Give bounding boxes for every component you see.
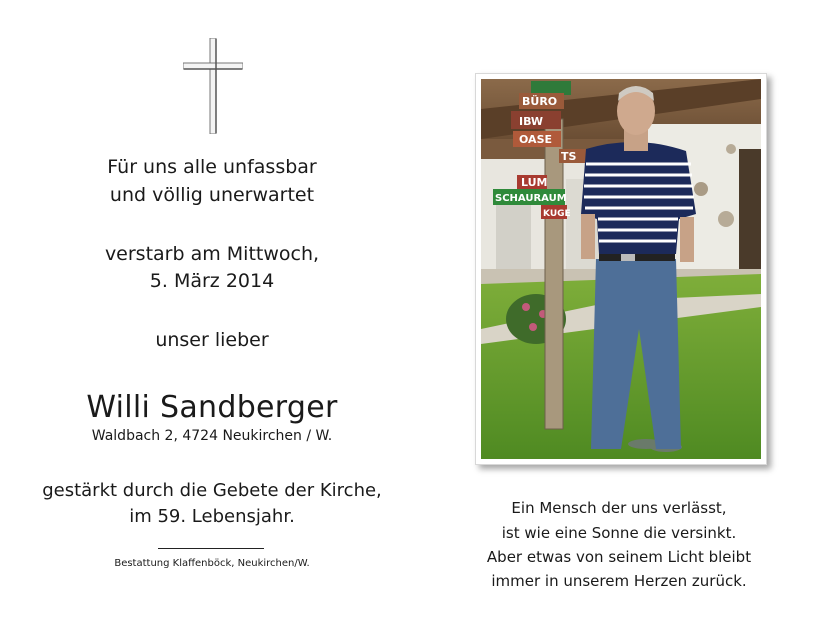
relation-line: unser lieber: [155, 329, 269, 351]
sign-label: BÜRO: [522, 95, 558, 108]
deceased-address: Waldbach 2, 4724 Neukirchen / W.: [91, 428, 333, 444]
poem-line-4: immer in unserem Herzen zurück.: [491, 572, 747, 590]
sign-label: SCHAURAUM: [495, 193, 567, 204]
poem-line-2: ist wie eine Sonne die versinkt.: [501, 524, 737, 542]
poem-line-1: Ein Mensch der uns verlässt,: [511, 499, 727, 517]
poem-line-3: Aber etwas von seinem Licht bleibt: [486, 548, 752, 566]
age-line: im 59. Lebensjahr.: [129, 506, 295, 527]
divider: [158, 548, 264, 549]
sign-label: KUGE: [543, 209, 571, 219]
sacrament-line: gestärkt durch die Gebete der Kirche,: [42, 480, 382, 501]
sign-label: TS: [561, 150, 577, 163]
sign-label: LUM: [521, 176, 548, 189]
intro-line-2: und völlig unerwartet: [109, 184, 315, 206]
sign-label: IBW: [519, 115, 544, 128]
undertaker-credit: Bestattung Klaffenböck, Neukirchen/W.: [114, 558, 310, 569]
sign-label: OASE: [519, 133, 553, 146]
deceased-name: Willi Sandberger: [86, 390, 338, 425]
death-day: verstarb am Mittwoch,: [104, 243, 320, 265]
portrait-photo: [481, 79, 761, 459]
portrait-frame: [475, 73, 767, 465]
death-date: 5. März 2014: [149, 270, 275, 292]
intro-line-1: Für uns alle unfassbar: [107, 156, 317, 178]
cross-icon: [183, 38, 243, 134]
